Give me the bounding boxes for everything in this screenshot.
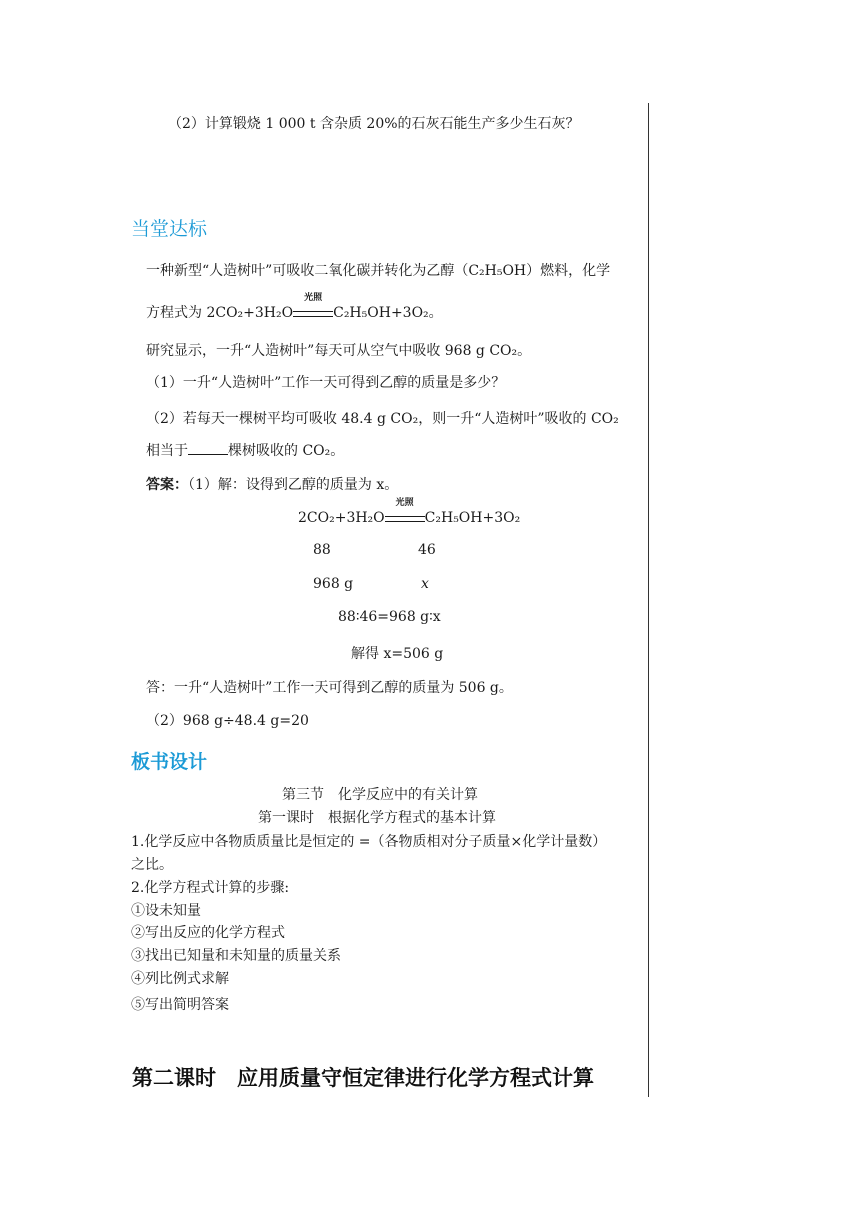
step-2: ②写出反应的化学方程式	[131, 925, 285, 941]
practice-heading: 当堂达标	[131, 218, 208, 240]
given-left: 968 g	[313, 576, 354, 592]
ratio-equation: 88∶46=968 g∶x	[338, 609, 441, 625]
next-lesson-title: 第二课时 应用质量守恒定律进行化学方程式计算	[132, 1066, 594, 1090]
sub-question-2-line-1: （2）若每天一棵树平均可吸收 48.4 g CO₂，则一升“人造树叶”吸收的 CO₂	[146, 411, 619, 427]
step-1: ①设未知量	[131, 903, 201, 919]
given-right: x	[421, 576, 429, 592]
practice-intro-line-2	[146, 293, 443, 322]
step-4: ④列比例式求解	[131, 971, 229, 987]
answer-2: （2）968 g÷48.4 g=20	[146, 713, 309, 729]
board-title-2: 第一课时 根据化学方程式的基本计算	[258, 810, 496, 826]
research-note: 研究显示，一升“人造树叶”每天可从空气中吸收 968 g CO₂。	[146, 343, 532, 359]
solution-equation-left: 2CO₂+3H₂O	[298, 510, 385, 526]
solution-reaction-arrow: 光照	[385, 510, 425, 522]
step-3: ③找出已知量和未知量的质量关系	[131, 948, 341, 964]
equation-right: C₂H₅OH+3O₂。	[333, 305, 443, 321]
practice-intro-line-1: 一种新型“人造树叶”可吸收二氧化碳并转化为乙醇（C₂H₅OH）燃料，化学	[146, 263, 611, 279]
sub-question-2-line-2: 相当于 棵树吸收的 CO₂。	[146, 443, 345, 459]
solution-equation	[298, 498, 521, 526]
board-design-heading: 板书设计	[131, 751, 208, 773]
step-5: ⑤写出简明答案	[131, 997, 229, 1013]
answer-blank	[188, 442, 228, 455]
answer-label: 答案：	[146, 477, 188, 493]
reaction-arrow	[293, 293, 333, 317]
solve-result: 解得 x=506 g	[351, 646, 444, 662]
board-point-1-cont: 之比。	[131, 857, 173, 873]
solution-equation-right: C₂H₅OH+3O₂	[424, 510, 521, 526]
page-margin-rule	[648, 103, 649, 1097]
board-title-1: 第三节 化学反应中的有关计算	[282, 787, 478, 803]
answer-intro: 答案：（1）解：设得到乙醇的质量为 x。	[146, 477, 399, 493]
conclusion: 答：一升“人造树叶”工作一天可得到乙醇的质量为 506 g。	[146, 680, 513, 696]
board-point-1: 1.化学反应中各物质质量比是恒定的 =（各物质相对分子质量×化学计量数）	[131, 834, 607, 850]
sub-question-1: （1）一升“人造树叶”工作一天可得到乙醇的质量是多少？	[146, 375, 506, 391]
mass-left: 88	[313, 542, 331, 558]
equation-left: 方程式为 2CO₂+3H₂O	[146, 305, 294, 321]
question-2: （2）计算锻烧 1 000 t 含杂质 20%的石灰石能生产多少生石灰？	[168, 116, 580, 132]
mass-right: 46	[418, 542, 436, 558]
condition-label: 光照	[304, 293, 323, 303]
board-point-2: 2.化学方程式计算的步骤:	[131, 880, 290, 896]
